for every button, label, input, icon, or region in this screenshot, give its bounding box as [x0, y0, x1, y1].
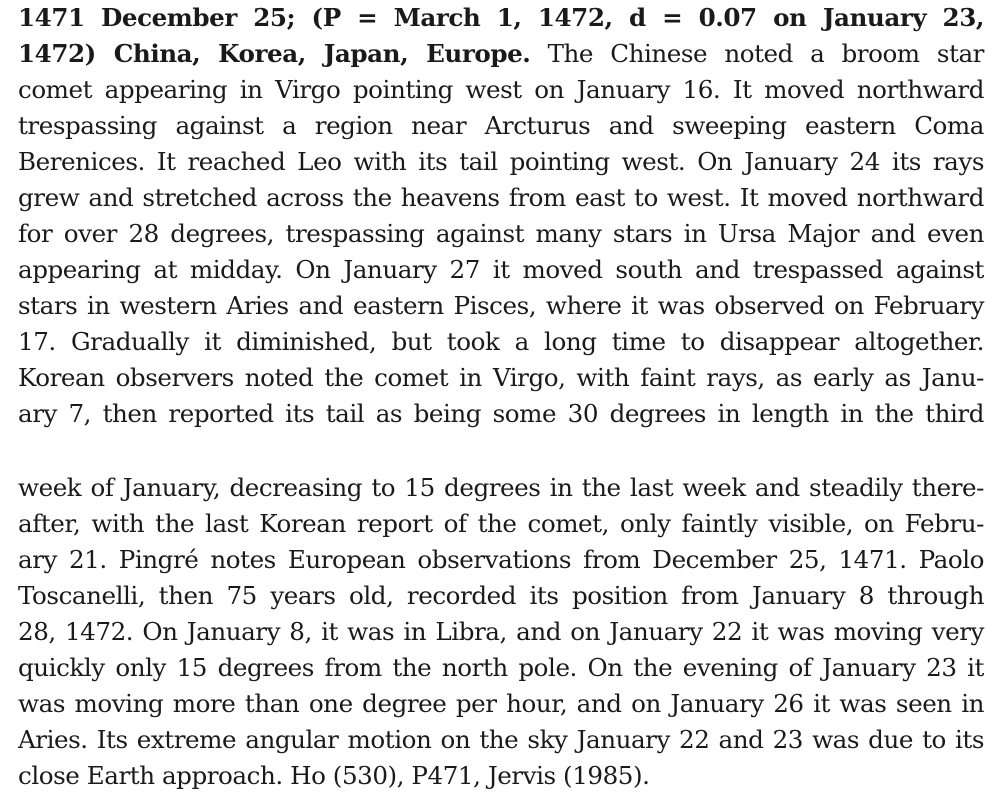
body-text-line: ary 7, then reported its tail as being some 30 degrees in length in the third [18, 399, 984, 428]
body-text-line: 17. Gradually it diminished, but took a long time to disappear altogether. [18, 327, 984, 356]
body-text-line: for over 28 degrees, trespassing against many stars in Ursa Major and even [18, 219, 984, 248]
body-text-line: Berenices. It reached Leo with its tail pointing west. On January 24 its rays [18, 147, 984, 176]
body-text-line: appearing at midday. On January 27 it moved south and trespassed against [18, 255, 984, 284]
body-text-line: The Chinese noted a broom star [530, 39, 984, 68]
body-text-line: comet appearing in Virgo pointing west on January 16. It moved northward [18, 75, 984, 104]
body-text-line: quickly only 15 degrees from the north pole. On the evening of January 23 it [18, 653, 984, 682]
body-text-line: stars in western Aries and eastern Pisces, where it was observed on February [18, 291, 984, 320]
body-text-line: grew and stretched across the heavens from east to west. It moved northward [18, 183, 984, 212]
body-text-line: trespassing against a region near Arcturus and sweeping eastern Coma [18, 111, 984, 140]
body-text-line: week of January, decreasing to 15 degrees in the last week and steadily there- [18, 473, 984, 502]
references-line: close Earth approach. Ho (530), P471, Jervis (1985). [18, 761, 650, 790]
body-text-line: ary 21. Pingré notes European observations from December 25, 1471. Paolo [18, 545, 984, 574]
body-text-line: was moving more than one degree per hour, and on January 26 it was seen in [18, 689, 984, 718]
entry-heading-locations: 1472) China, Korea, Japan, Europe. [18, 39, 531, 68]
body-text-line: Aries. Its extreme angular motion on the sky January 22 and 23 was due to its [18, 725, 984, 754]
body-text-line: Toscanelli, then 75 years old, recorded its position from January 8 through [18, 581, 984, 610]
body-text-line: 28, 1472. On January 8, it was in Libra, and on January 22 it was moving very [18, 617, 984, 646]
entry-heading-line-1: 1471 December 25; (P = March 1, 1472, d = 0.07 on January 23, [18, 3, 984, 32]
body-text-line: after, with the last Korean report of the comet, only faintly visible, on Febru- [18, 509, 984, 538]
entry-heading-line-2 [18, 36, 984, 72]
body-text-line: Korean observers noted the comet in Virgo, with faint rays, as early as Janu- [18, 363, 984, 392]
